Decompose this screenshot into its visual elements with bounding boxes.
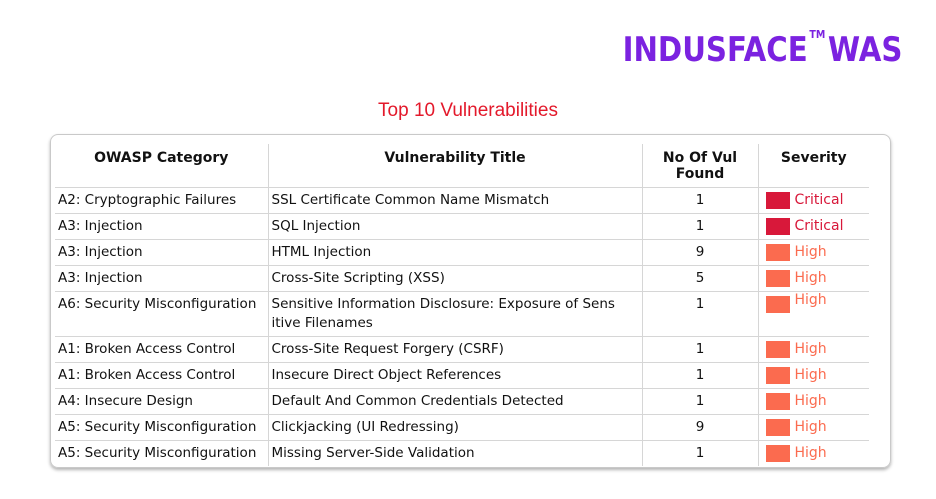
cell-owasp-category: A1: Broken Access Control xyxy=(55,336,268,362)
severity-label: High xyxy=(794,340,827,357)
cell-owasp-category: A5: Security Misconfiguration xyxy=(55,440,268,466)
cell-severity xyxy=(758,414,869,440)
severity-color-swatch xyxy=(766,445,790,462)
cell-vulnerability-title: Insecure Direct Object References xyxy=(268,362,642,388)
severity-color-swatch xyxy=(766,296,790,313)
title-line-1: Sensitive Information Disclosure: Exposure of Sens xyxy=(271,295,615,312)
cell-vul-count: 9 xyxy=(642,239,758,265)
cell-owasp-category: A3: Injection xyxy=(55,213,268,239)
cell-severity xyxy=(758,440,869,466)
severity-color-swatch xyxy=(766,341,790,358)
cell-vulnerability-title: Default And Common Credentials Detected xyxy=(268,388,642,414)
header-vul-count-line1: No Of Vul xyxy=(662,150,738,166)
cell-vul-count: 1 xyxy=(642,213,758,239)
severity-indicator xyxy=(762,415,867,440)
severity-color-swatch xyxy=(766,192,790,209)
table-row xyxy=(55,362,869,388)
cell-vul-count: 1 xyxy=(642,388,758,414)
table-row xyxy=(55,265,869,291)
severity-indicator xyxy=(762,441,867,466)
cell-vulnerability-title: SQL Injection xyxy=(268,213,642,239)
severity-label: High xyxy=(794,291,827,308)
cell-vulnerability-title: HTML Injection xyxy=(268,239,642,265)
indusface-was-logo xyxy=(622,30,902,70)
severity-label: High xyxy=(794,366,827,383)
severity-color-swatch xyxy=(766,244,790,261)
severity-indicator xyxy=(762,363,867,388)
cell-vul-count: 1 xyxy=(642,440,758,466)
cell-severity xyxy=(758,239,869,265)
severity-color-swatch xyxy=(766,419,790,436)
table-row xyxy=(55,187,869,213)
severity-label: High xyxy=(794,392,827,409)
cell-vulnerability-title: Cross-Site Scripting (XSS) xyxy=(268,265,642,291)
cell-owasp-category: A2: Cryptographic Failures xyxy=(55,187,268,213)
severity-indicator xyxy=(762,337,867,362)
cell-vul-count: 1 xyxy=(642,187,758,213)
cell-vulnerability-title: Missing Server-Side Validation xyxy=(268,440,642,466)
cell-owasp-category: A5: Security Misconfiguration xyxy=(55,414,268,440)
table-row xyxy=(55,388,869,414)
severity-color-swatch xyxy=(766,270,790,287)
cell-severity xyxy=(758,265,869,291)
severity-indicator xyxy=(762,240,867,265)
cell-vulnerability-title xyxy=(268,291,642,336)
report-title: Top 10 Vulnerabilities xyxy=(378,100,558,121)
header-owasp-category: OWASP Category xyxy=(55,144,268,187)
vulnerability-table xyxy=(55,144,869,466)
severity-indicator xyxy=(762,389,867,414)
cell-vul-count: 1 xyxy=(642,362,758,388)
severity-label: High xyxy=(794,444,827,461)
header-vul-count xyxy=(642,144,758,187)
severity-label: High xyxy=(794,243,827,260)
severity-color-swatch xyxy=(766,393,790,410)
table-row xyxy=(55,213,869,239)
table-row xyxy=(55,239,869,265)
severity-color-swatch xyxy=(766,367,790,384)
header-vulnerability-title: Vulnerability Title xyxy=(268,144,642,187)
severity-indicator xyxy=(762,214,867,239)
table-body xyxy=(55,187,869,466)
cell-vul-count: 1 xyxy=(642,336,758,362)
vulnerability-table-panel xyxy=(50,134,891,468)
severity-indicator xyxy=(762,188,867,213)
cell-severity xyxy=(758,388,869,414)
logo-name: INDUSFACE xyxy=(622,30,808,70)
cell-vulnerability-title: SSL Certificate Common Name Mismatch xyxy=(268,187,642,213)
table-row xyxy=(55,291,869,336)
severity-label: Critical xyxy=(794,191,844,208)
cell-owasp-category: A4: Insecure Design xyxy=(55,388,268,414)
cell-severity xyxy=(758,187,869,213)
table-row xyxy=(55,336,869,362)
table-row xyxy=(55,414,869,440)
cell-vul-count: 9 xyxy=(642,414,758,440)
cell-severity xyxy=(758,213,869,239)
cell-vul-count: 1 xyxy=(642,291,758,336)
cell-owasp-category: A3: Injection xyxy=(55,265,268,291)
cell-owasp-category: A3: Injection xyxy=(55,239,268,265)
severity-label: High xyxy=(794,418,827,435)
cell-severity xyxy=(758,362,869,388)
cell-severity xyxy=(758,336,869,362)
logo-trademark: TM xyxy=(808,28,825,41)
severity-label: Critical xyxy=(794,217,844,234)
cell-severity xyxy=(758,291,869,336)
table-header-row xyxy=(55,144,869,187)
logo-product: WAS xyxy=(827,30,902,70)
table-row xyxy=(55,440,869,466)
cell-vulnerability-title: Cross-Site Request Forgery (CSRF) xyxy=(268,336,642,362)
cell-owasp-category: A1: Broken Access Control xyxy=(55,362,268,388)
severity-color-swatch xyxy=(766,218,790,235)
header-vul-count-line2: Found xyxy=(675,166,725,182)
severity-label: High xyxy=(794,269,827,286)
header-severity: Severity xyxy=(758,144,869,187)
severity-indicator xyxy=(762,292,867,313)
cell-vulnerability-title: Clickjacking (UI Redressing) xyxy=(268,414,642,440)
cell-vul-count: 5 xyxy=(642,265,758,291)
title-line-2: itive Filenames xyxy=(271,314,373,331)
severity-indicator xyxy=(762,266,867,291)
cell-owasp-category: A6: Security Misconfiguration xyxy=(55,291,268,336)
